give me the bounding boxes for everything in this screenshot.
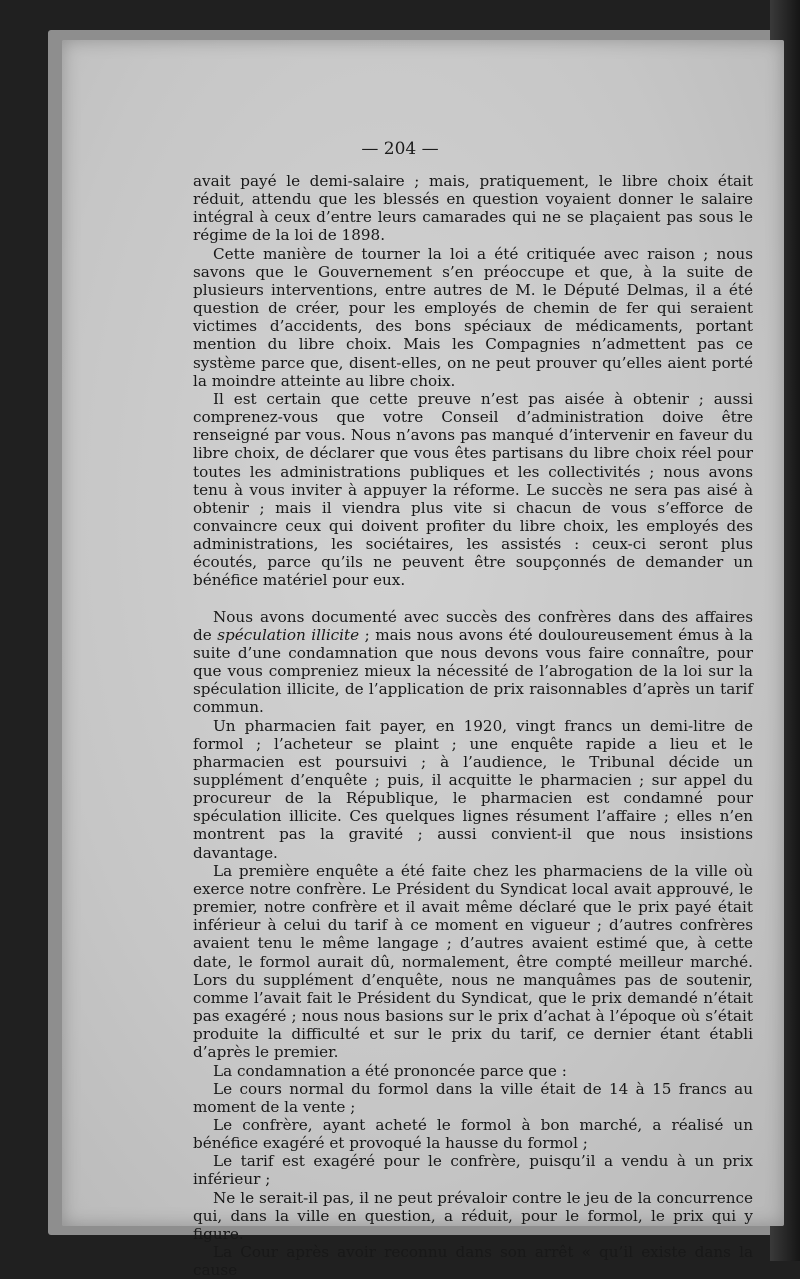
paragraph-3: Il est certain que cette preuve n’est pas aisée à obtenir ; aussi comprenez-vous que votre Conseil d’administration doive être renseigné par vous. Nous n’avons pas manqué d’intervenir en faveur du libre choix, de déclarer que vous êtes partisans du libre choix réel pour toutes les administrations publiques et les collectivités ; nous avons tenu à vous inviter à appuyer la réforme. Le succès ne sera pas aisé à obtenir ; mais il viendra plus vite si chacun de vous s’efforce de convaincre ceux qui doivent profiter du libre choix, les employés des administrations, les sociétaires, les assistés : ceux-ci seront plus écoutés, parce qu’ils ne peuvent être soupçonnés de demander un bénéfice matériel pour eux. <box>193 389 753 590</box>
paragraph-2: Cette manière de tourner la loi a été critiquée avec raison ; nous savons que le Gouvernement s’en préoccupe et que, à la suite de plusieurs interventions, entre autres de M. le Député Delmas, il a été question de créer, pour les employés de chemin de fer qui seraient victimes d’accidents, des bons spéciaux de médicaments, portant mention du libre choix. Mais les Compagnies n’admettent pas ce système parce que, disent-elles, on ne peut prouver qu’elles aient porté la moindre atteinte au libre choix. <box>193 244 753 390</box>
paragraph-10: Le tarif est exagéré pour le confrère, puisqu’il a vendu à un prix inférieur ; <box>193 1152 753 1189</box>
paragraph-9: Le confrère, ayant acheté le formol à bon marché, a réalisé un bénéfice exagéré et provoqué la hausse du formol ; <box>193 1115 753 1153</box>
paragraph-7: La condamnation a été prononcée parce que : <box>213 1061 567 1080</box>
body-text <box>193 172 753 1279</box>
paragraph-12: La Cour après avoir reconnu dans son arrêt « qu’il existe dans la cause <box>193 1243 753 1279</box>
paragraph-11: Ne le serait-il pas, il ne peut prévaloir contre le jeu de la concurrence qui, dans la ville en question, a réduit, pour le formol, le prix qui y figure. <box>193 1188 753 1243</box>
paragraph-6: La première enquête a été faite chez les pharmaciens de la ville où exerce notre confrère. Le Président du Syndicat local avait approuvé, le premier, notre confrère et il avait même déclaré que le prix payé était inférieur à celui du tarif à ce moment en vigueur ; d’autres confrères avaient tenu le même langage ; d’autres avaient estimé que, à cette date, le formol aurait dû, normalement, être compté meilleur marché. Lors du supplément d’enquête, nous ne manquâmes pas de soutenir, comme l’avait fait le Président du Syndicat, que le prix demandé n’était pas exagéré ; nous nous basions sur le prix d’achat à l’époque où s’était produite la difficulté et sur le prix du tarif, ce dernier étant établi d’après le premier. <box>193 861 753 1062</box>
page-number: — 204 — <box>361 139 439 159</box>
paragraph-5: Un pharmacien fait payer, en 1920, vingt francs un demi-litre de formol ; l’acheteur se plaint ; une enquête rapide a lieu et le pharmacien est poursuivi ; à l’audience, le Tribunal décide un supplément d’enquête ; puis, il acquitte le pharmacien ; sur appel du procureur de la République, le pharmacien est condamné pour spéculation illicite. Ces quelques lignes résument l’affaire ; elles n’en montrent pas la gravité ; aussi convient-il que nous insistions davantage. <box>193 716 753 862</box>
paragraph-8: Le cours normal du formol dans la ville était de 14 à 15 francs au moment de la vente ; <box>193 1079 753 1116</box>
paragraph-4: Nous avons documenté avec succès des confrères dans des affaires de spéculation illicite ; mais nous avons été douloureusement émus à la suite d’une condamnation que nous devons vous faire connaître, pour que vous compreniez mieux la nécessité de l’abrogation de la loi sur la spéculation illicite, de l’application de prix raisonnables d’après un tarif commun. <box>193 607 753 717</box>
italic-phrase: spéculation illicite <box>217 625 360 644</box>
paragraph-1: avait payé le demi-salaire ; mais, pratiquement, le libre choix était réduit, attendu que les blessés en question voyaient donner le salaire intégral à ceux d’entre leurs camarades qui ne se plaçaient pas sous le régime de la loi de 1898. <box>193 172 753 245</box>
